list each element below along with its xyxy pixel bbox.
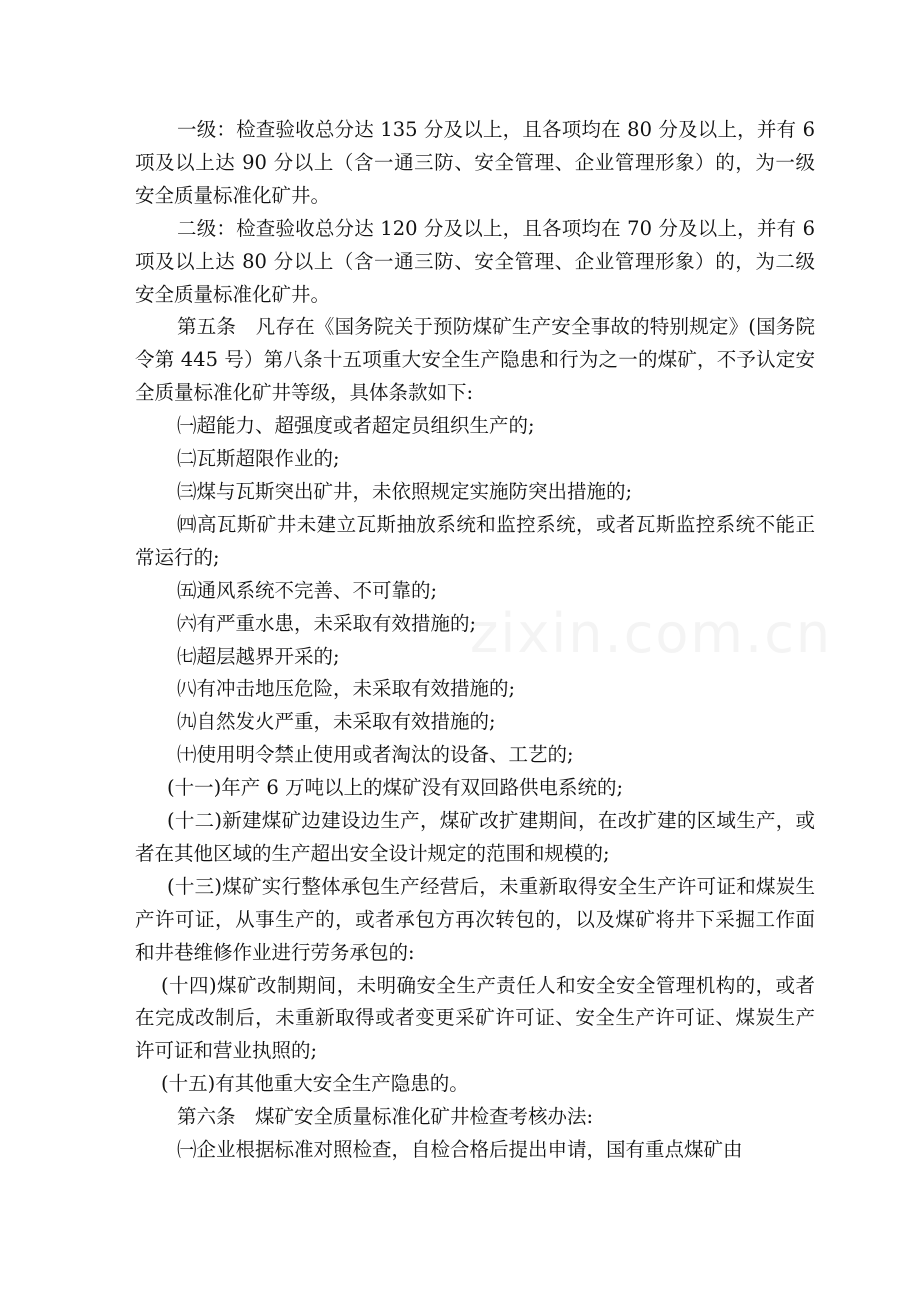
paragraph: (十五)有其他重大安全生产隐患的。 [161, 1072, 469, 1096]
paragraph: ㈦超层越界开采的; [177, 644, 340, 668]
paragraph: (十一)年产 6 万吨以上的煤矿没有双回路供电系统的; [167, 776, 624, 800]
paragraph: ㈠超能力、超强度或者超定员组织生产的; [177, 414, 535, 438]
paragraph: 一级：检查验收总分达 135 分及以上，且各项均在 80 分及以上，并有 6 项及以上达 90 分以上（含一通三防、安全管理、企业管理形象）的，为一级安全质量标准化矿井。 [135, 118, 815, 207]
document-body [135, 114, 815, 1167]
paragraph: ㈢煤与瓦斯突出矿井，未依照规定实施防突出措施的; [177, 479, 633, 503]
paragraph: ㈧有冲击地压危险，未采取有效措施的; [177, 677, 516, 701]
paragraph: ㈩使用明令禁止使用或者淘汰的设备、工艺的; [177, 743, 574, 767]
paragraph: 第六条 煤矿安全质量标准化矿井检查考核办法: [177, 1105, 594, 1129]
paragraph: (十二)新建煤矿边建设边生产，煤矿改扩建期间，在改扩建的区域生产，或者在其他区域的生产超出安全设计规定的范围和规模的; [135, 809, 815, 865]
paragraph: ㈥有严重水患，未采取有效措施的; [177, 611, 477, 635]
paragraph: ㈡瓦斯超限作业的; [177, 447, 340, 471]
paragraph: 第五条 凡存在《国务院关于预防煤矿生产安全事故的特别规定》(国务院令第 445 号）第八条十五项重大安全生产隐患和行为之一的煤矿，不予认定安全质量标准化矿井等级，具体条款如下: [135, 315, 815, 405]
paragraph: ㈨自然发火严重，未采取有效措施的; [177, 710, 496, 734]
paragraph: (十四)煤矿改制期间，未明确安全生产责任人和安全安全管理机构的，或者在完成改制后，未重新取得或者变更采矿许可证、安全生产许可证、煤炭生产许可证和营业执照的; [135, 973, 815, 1063]
paragraph: ㈠企业根据标准对照检查，自检合格后提出申请，国有重点煤矿由 [177, 1138, 743, 1162]
paragraph: (十三)煤矿实行整体承包生产经营后，未重新取得安全生产许可证和煤炭生产许可证，从事生产的，或者承包方再次转包的，以及煤矿将井下采掘工作面和井巷维修作业进行劳务承包的: [135, 874, 815, 964]
paragraph: 二级：检查验收总分达 120 分及以上，且各项均在 70 分及以上，并有 6 项及以上达 80 分以上（含一通三防、安全管理、企业管理形象）的，为二级安全质量标准化矿井。 [135, 216, 815, 306]
paragraph: ㈤通风系统不完善、不可靠的; [177, 578, 438, 602]
watermark: zixin.com.cn [470, 602, 833, 665]
paragraph: ㈣高瓦斯矿井未建立瓦斯抽放系统和监控系统，或者瓦斯监控系统不能正常运行的; [135, 512, 815, 569]
